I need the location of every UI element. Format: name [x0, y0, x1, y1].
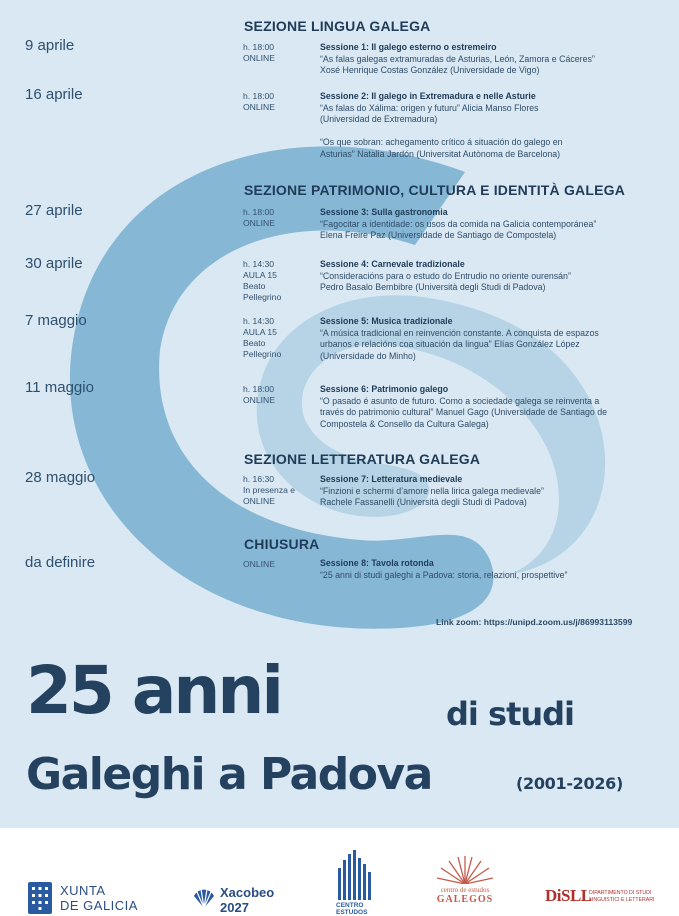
- headline-galeghi-a-padova: Galeghi a Padova: [26, 749, 432, 800]
- session-line: “Fagocitar a identidade: os usos da comida na Galicia contemporánea”: [320, 218, 597, 229]
- event-time-line: h. 18:00: [243, 42, 275, 52]
- building-icon: [336, 850, 372, 900]
- headline-di-studi: di studi: [446, 695, 575, 733]
- event-time-line: h. 18:00: [243, 91, 275, 101]
- session-line: urbanos e relacións coa situación da lingua” Elías González López: [320, 339, 580, 349]
- event-description: [320, 384, 660, 430]
- session-line: Pedro Basalo Bembibre (Università degli Studi di Padova): [320, 282, 546, 292]
- event-time-line: Beato: [243, 338, 266, 348]
- centro-estudos-label: CENTRO ESTUDOS: [336, 902, 368, 916]
- session-line: Rachele Fassanelli (Università degli Studi di Padova): [320, 497, 527, 507]
- session-title: Sessione 7: Letteratura medievale: [320, 474, 463, 484]
- disll-logo: [545, 886, 675, 912]
- disll-acronym: DiSLL: [545, 886, 592, 905]
- event-time-line: ONLINE: [243, 496, 275, 506]
- ceg-line2: GALEGOS: [436, 894, 494, 905]
- centro-estudos-logo: [336, 850, 376, 916]
- session-title: Sessione 8: Tavola rotonda: [320, 558, 434, 568]
- event-description: [320, 474, 660, 509]
- session-line: “A música tradicional en reinvención constante. A conquista de espazos: [320, 327, 599, 338]
- session-line: través do patrimonio cultural” Manuel Gago (Universidade de Santiago de: [320, 407, 608, 417]
- session-line: “25 anni di studi galeghi a Padova: storia, relazioni, prospettive”: [320, 569, 568, 580]
- session-line-spacer: [320, 126, 660, 138]
- xacobeo-logo: [192, 884, 292, 916]
- event-time-line: ONLINE: [243, 102, 275, 112]
- event-description: [320, 316, 660, 362]
- headline-25-anni: 25 anni: [26, 652, 281, 729]
- zoom-link[interactable]: Link zoom: https://unipd.zoom.us/j/86993113599: [436, 617, 633, 627]
- event-date: 16 aprile: [25, 86, 83, 103]
- event-date: 9 aprile: [25, 37, 75, 54]
- headline-years: (2001-2026): [516, 774, 624, 793]
- disll-line1: DIPARTIMENTO DI STUDI: [589, 890, 652, 896]
- session-title: Sessione 3: Sulla gastronomia: [320, 207, 448, 217]
- session-title: Sessione 2: Il galego in Extremadura e nelle Asturie: [320, 91, 536, 101]
- event-time-line: h. 14:30: [243, 259, 275, 269]
- ceg-line1: centro de estudos: [440, 886, 490, 894]
- event-time: [243, 384, 313, 406]
- event-time: [243, 207, 313, 229]
- event-description: [320, 42, 660, 77]
- xunta-line2: DE GALICIA: [60, 898, 138, 913]
- event-date: 7 maggio: [25, 312, 87, 329]
- xacobeo-year: 2027: [220, 900, 249, 915]
- session-line: “Consideracións para o estudo do Entrudio no oriente ourensán”: [320, 270, 571, 281]
- section-title-chiusura: CHIUSURA: [244, 536, 320, 552]
- event-time: [243, 259, 313, 303]
- event-time: [243, 316, 313, 360]
- centro-estudos-galegos-logo: [430, 856, 500, 916]
- xunta-line1: XUNTA: [60, 883, 106, 898]
- event-time-line: ONLINE: [243, 218, 275, 228]
- event-time: [243, 474, 313, 507]
- event-time-line: AULA 15: [243, 270, 277, 280]
- event-time-line: In presenza e: [243, 485, 296, 495]
- event-date: 28 maggio: [25, 469, 96, 486]
- event-date: 11 maggio: [25, 379, 94, 396]
- session-title: Sessione 1: Il galego esterno o estremeiro: [320, 42, 497, 52]
- xunta-logo: [28, 882, 168, 916]
- session-line: Asturias” Natalia Jardón (Universitat Autònoma de Barcelona): [320, 148, 561, 159]
- session-line: “O pasado é asunto de futuro. Como a sociedade galega se reinventa a: [320, 395, 600, 406]
- event-date: 30 aprile: [25, 255, 83, 272]
- scallop-shell-icon: [192, 886, 216, 910]
- xacobeo-name: Xacobeo: [220, 885, 275, 900]
- session-title: Sessione 5: Musica tradizionale: [320, 316, 453, 326]
- session-title: Sessione 6: Patrimonio galego: [320, 384, 449, 394]
- event-date: da definire: [25, 554, 96, 571]
- event-time-line: ONLINE: [243, 395, 275, 405]
- section-title-patrimonio: SEZIONE PATRIMONIO, CULTURA E IDENTITÀ GALEGA: [244, 182, 626, 198]
- event-time: [243, 42, 313, 64]
- event-time-line: h. 16:30: [243, 474, 275, 484]
- event-description: [320, 207, 660, 242]
- xunta-shield-icon: [28, 882, 52, 914]
- event-time-line: h. 14:30: [243, 316, 275, 326]
- session-line: Elena Freire Paz (Universidade de Santiago de Compostela): [320, 230, 557, 240]
- section-title-letteratura: SEZIONE LETTERATURA GALEGA: [244, 451, 481, 467]
- event-time-line: h. 18:00: [243, 207, 275, 217]
- event-description: [320, 91, 660, 160]
- sunburst-icon: [433, 856, 497, 884]
- session-line: (Universidad de Extremadura): [320, 114, 438, 124]
- event-time-line: ONLINE: [243, 53, 275, 63]
- event-time-line: ONLINE: [243, 559, 275, 569]
- section-title-lingua: SEZIONE LINGUA GALEGA: [244, 18, 431, 34]
- session-line: Xosé Henrique Costas González (Universidade de Vigo): [320, 65, 540, 75]
- session-line: “As falas do Xálima: origen y futuru” Alicia Manso Flores: [320, 102, 539, 113]
- session-line: (Universidade do Minho): [320, 350, 416, 361]
- session-line: “Finzioni e schermi d’amore nella lirica galega medievale”: [320, 485, 544, 496]
- session-title: Sessione 4: Carnevale tradizionale: [320, 259, 465, 269]
- event-time-line: Pellegrino: [243, 292, 282, 302]
- event-time-line: Pellegrino: [243, 349, 282, 359]
- event-date: 27 aprile: [25, 202, 83, 219]
- session-line: “Os que sobran: achegamento crítico á situación do galego en: [320, 137, 563, 147]
- event-time: [243, 559, 313, 570]
- session-line: Compostela & Consello da Cultura Galega): [320, 418, 489, 429]
- event-time-line: AULA 15: [243, 327, 277, 337]
- sponsor-footer: [0, 828, 679, 916]
- event-time-line: h. 18:00: [243, 384, 275, 394]
- event-description: [320, 259, 660, 294]
- session-line: “As falas galegas extramuradas de Asturias, León, Zamora e Cáceres”: [320, 53, 595, 64]
- event-time: [243, 91, 313, 113]
- event-time-line: Beato: [243, 281, 266, 291]
- disll-line2: LINGUISTICI E LETTERARI: [589, 896, 655, 903]
- event-description: [320, 558, 660, 581]
